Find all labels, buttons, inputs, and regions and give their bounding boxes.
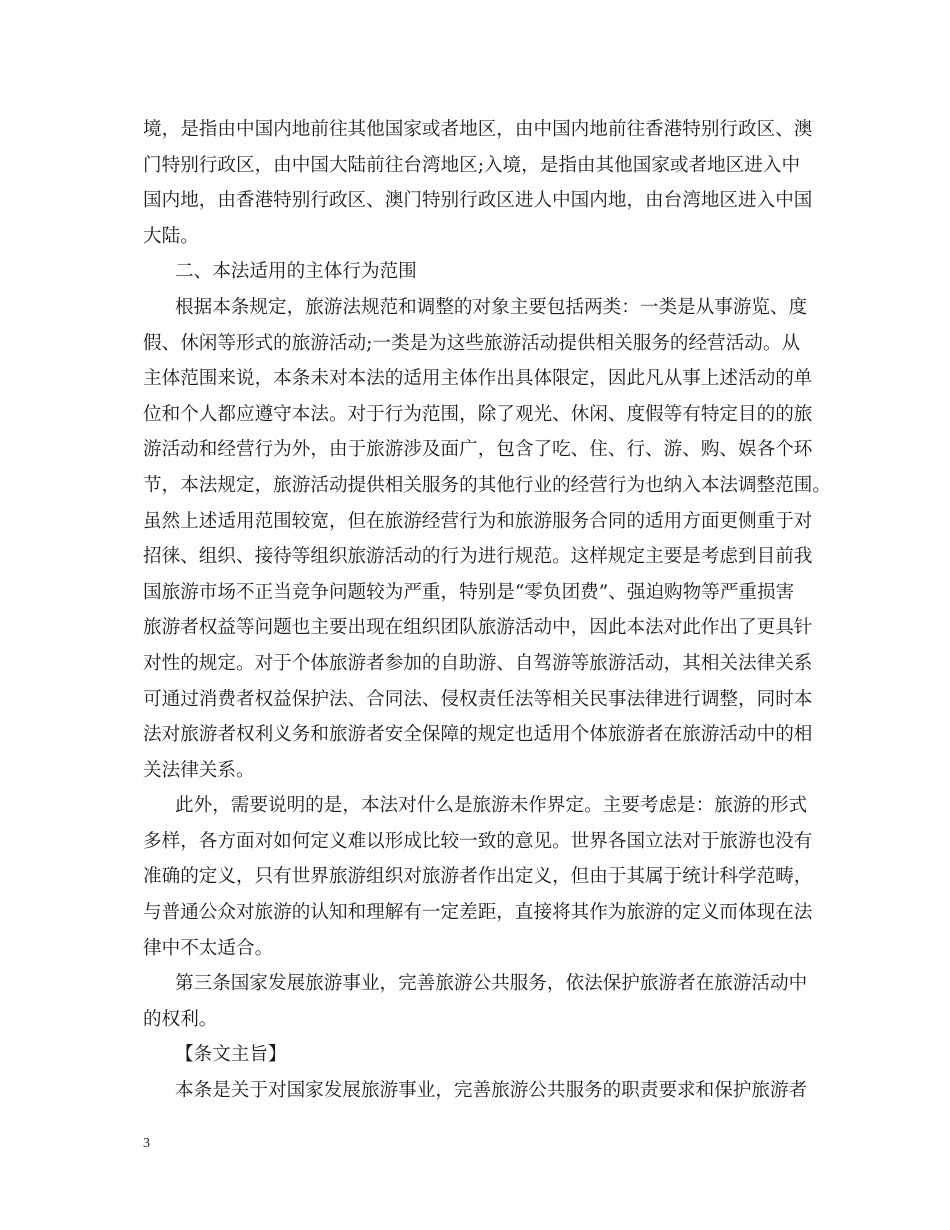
text-line: 国内地，由香港特别行政区、澳门特别行政区进人中国内地，由台湾地区进入中国 xyxy=(143,190,813,212)
text-line: 法对旅游者权利义务和旅游者安全保障的规定也适用个体旅游者在旅游活动中的相 xyxy=(143,724,813,746)
text-line: 准确的定义，只有世界旅游组织对旅游者作出定义，但由于其属于统计科学范畴， xyxy=(143,866,813,888)
text-line: 大陆。 xyxy=(143,225,199,247)
page-number: 3 xyxy=(143,1136,150,1151)
text-line: 与普通公众对旅游的认知和理解有一定差距，直接将其作为旅游的定义而体现在法 xyxy=(143,902,813,924)
text-line: 多样，各方面对如何定义难以形成比较一致的意见。世界各国立法对于旅游也没有 xyxy=(143,830,813,852)
text-line: 的权利。 xyxy=(143,1008,218,1030)
text-line: 旅游者权益等问题也主要出现在组织团队旅游活动中，因此本法对此作出了更具针 xyxy=(143,617,813,639)
text-line: 关法律关系。 xyxy=(143,759,255,781)
text-line: 本条是关于对国家发展旅游事业，完善旅游公共服务的职责要求和保护旅游者 xyxy=(175,1080,808,1102)
text-line: 可通过消费者权益保护法、合同法、侵权责任法等相关民事法律进行调整，同时本 xyxy=(143,688,813,710)
text-line: 二、本法适用的主体行为范围 xyxy=(175,261,417,283)
text-line: 虽然上述适用范围较宽，但在旅游经营行为和旅游服务合同的适用方面更侧重于对 xyxy=(143,510,813,532)
text-line: 境，是指由中国内地前往其他国家或者地区，由中国内地前往香港特别行政区、澳 xyxy=(143,119,813,140)
text-line: 门特别行政区，由中国大陆前往台湾地区;入境，是指由其他国家或者地区进入中 xyxy=(143,154,801,176)
text-line: 律中不太适合。 xyxy=(143,937,274,959)
text-line: 国旅游市场不正当竞争问题较为严重，特别是“零负团费”、强迫购物等严重损害 xyxy=(143,581,795,603)
body-text xyxy=(143,112,831,1109)
text-line: 主体范围来说，本条未对本法的适用主体作出具体限定，因此凡从事上述活动的单 xyxy=(143,368,813,390)
text-line: 此外，需要说明的是，本法对什么是旅游未作界定。主要考虑是：旅游的形式 xyxy=(175,795,808,817)
text-line: 游活动和经营行为外，由于旅游涉及面广，包含了吃、住、行、游、购、娱各个环 xyxy=(143,439,813,461)
text-line: 第三条国家发展旅游事业，完善旅游公共服务，依法保护旅游者在旅游活动中 xyxy=(175,973,808,995)
text-line: 【条文主旨】 xyxy=(175,1044,287,1066)
text-line: 假、休闲等形式的旅游活动;一类是为这些旅游活动提供相关服务的经营活动。从 xyxy=(143,332,801,354)
text-line: 节，本法规定，旅游活动提供相关服务的其他行业的经营行为也纳入本法调整范围。 xyxy=(143,474,831,496)
text-line: 对性的规定。对于个体旅游者参加的自助游、自驾游等旅游活动，其相关法律关系 xyxy=(143,652,813,674)
text-line: 位和个人都应遵守本法。对于行为范围，除了观光、休闲、度假等有特定目的的旅 xyxy=(143,403,813,425)
text-line: 招徕、组织、接待等组织旅游活动的行为进行规范。这样规定主要是考虑到目前我 xyxy=(143,546,813,568)
text-line: 根据本条规定，旅游法规范和调整的对象主要包括两类：一类是从事游览、度 xyxy=(175,296,808,318)
